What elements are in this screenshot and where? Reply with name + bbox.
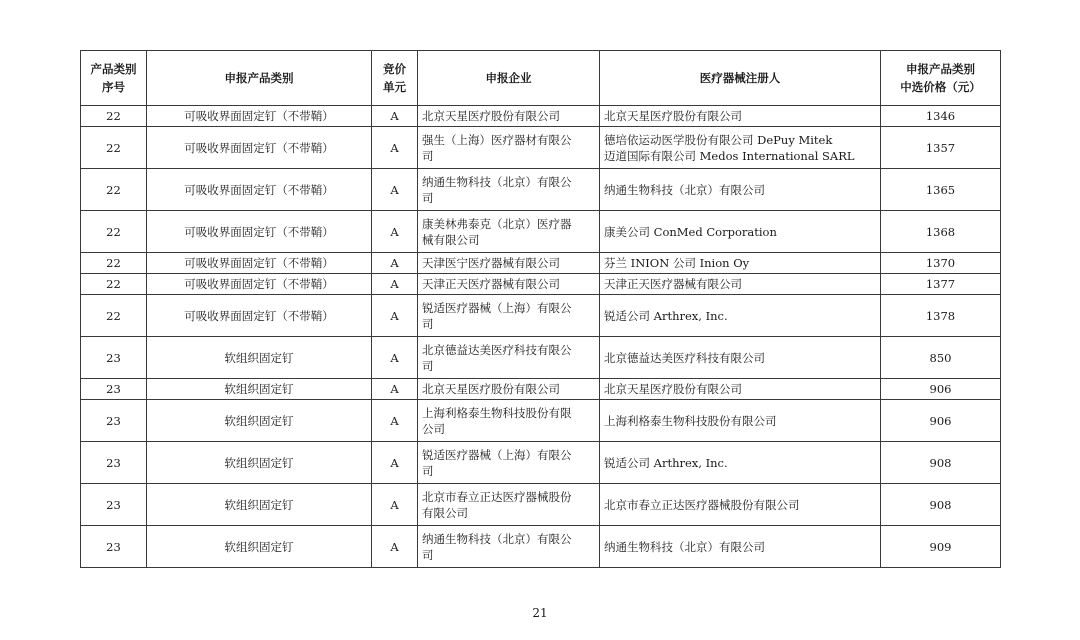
header-enterprise: 申报企业 [418, 51, 600, 106]
row-bid-unit: A [372, 442, 418, 484]
row-registrant: 德培依运动医学股份有限公司 DePuy Mitek 迈道国际有限公司 Medos International SARL [600, 127, 881, 169]
row-category-no: 23 [81, 442, 147, 484]
row-bid-unit: A [372, 106, 418, 127]
row-price: 1370 [881, 253, 1001, 274]
row-price: 1357 [881, 127, 1001, 169]
row-category: 可吸收界面固定钉（不带鞘） [147, 274, 372, 295]
row-category-no: 22 [81, 127, 147, 169]
row-enterprise: 纳通生物科技（北京）有限公 司 [418, 169, 600, 211]
row-category-no: 22 [81, 169, 147, 211]
row-registrant: 天津正天医疗器械有限公司 [600, 274, 881, 295]
row-price: 1365 [881, 169, 1001, 211]
row-price: 906 [881, 379, 1001, 400]
row-registrant: 芬兰 INION 公司 Inion Oy [600, 253, 881, 274]
row-bid-unit: A [372, 379, 418, 400]
row-enterprise: 天津正天医疗器械有限公司 [418, 274, 600, 295]
row-bid-unit: A [372, 337, 418, 379]
row-category: 可吸收界面固定钉（不带鞘） [147, 106, 372, 127]
row-category-no: 22 [81, 106, 147, 127]
row-category: 软组织固定钉 [147, 337, 372, 379]
row-enterprise: 锐适医疗器械（上海）有限公 司 [418, 442, 600, 484]
row-price: 908 [881, 484, 1001, 526]
row-price: 1346 [881, 106, 1001, 127]
table-row [81, 379, 1001, 400]
row-bid-unit: A [372, 400, 418, 442]
row-registrant: 纳通生物科技（北京）有限公司 [600, 169, 881, 211]
row-category: 可吸收界面固定钉（不带鞘） [147, 295, 372, 337]
header-category-no: 产品类别 序号 [81, 51, 147, 106]
row-enterprise: 北京天星医疗股份有限公司 [418, 106, 600, 127]
row-bid-unit: A [372, 274, 418, 295]
row-enterprise: 康美林弗泰克（北京）医疗器 械有限公司 [418, 211, 600, 253]
table-row [81, 442, 1001, 484]
table-row [81, 253, 1001, 274]
row-registrant: 北京市春立正达医疗器械股份有限公司 [600, 484, 881, 526]
table-row [81, 274, 1001, 295]
header-bid-unit: 竞价 单元 [372, 51, 418, 106]
row-registrant: 纳通生物科技（北京）有限公司 [600, 526, 881, 568]
row-enterprise: 强生（上海）医疗器材有限公 司 [418, 127, 600, 169]
row-category: 软组织固定钉 [147, 484, 372, 526]
row-price: 1368 [881, 211, 1001, 253]
row-enterprise: 纳通生物科技（北京）有限公 司 [418, 526, 600, 568]
row-price: 908 [881, 442, 1001, 484]
row-enterprise: 北京天星医疗股份有限公司 [418, 379, 600, 400]
row-price: 1378 [881, 295, 1001, 337]
row-category-no: 23 [81, 337, 147, 379]
table-body [81, 106, 1001, 568]
row-category-no: 23 [81, 400, 147, 442]
row-registrant: 上海利格泰生物科技股份有限公司 [600, 400, 881, 442]
table-row [81, 400, 1001, 442]
table-row [81, 484, 1001, 526]
row-bid-unit: A [372, 253, 418, 274]
row-category-no: 22 [81, 274, 147, 295]
page-number: 21 [532, 606, 548, 620]
row-category: 软组织固定钉 [147, 400, 372, 442]
table-row [81, 295, 1001, 337]
row-bid-unit: A [372, 169, 418, 211]
row-price: 906 [881, 400, 1001, 442]
row-category-no: 22 [81, 253, 147, 274]
row-bid-unit: A [372, 484, 418, 526]
row-enterprise: 天津医宁医疗器械有限公司 [418, 253, 600, 274]
row-enterprise: 北京德益达美医疗科技有限公 司 [418, 337, 600, 379]
header-price: 申报产品类别 中选价格（元） [881, 51, 1001, 106]
row-enterprise: 上海利格泰生物科技股份有限 公司 [418, 400, 600, 442]
table-header-row [81, 51, 1001, 106]
row-bid-unit: A [372, 127, 418, 169]
row-bid-unit: A [372, 526, 418, 568]
table-row [81, 169, 1001, 211]
row-registrant: 北京天星医疗股份有限公司 [600, 106, 881, 127]
header-category: 申报产品类别 [147, 51, 372, 106]
row-enterprise: 锐适医疗器械（上海）有限公 司 [418, 295, 600, 337]
row-category-no: 23 [81, 484, 147, 526]
row-enterprise: 北京市春立正达医疗器械股份 有限公司 [418, 484, 600, 526]
table-row [81, 211, 1001, 253]
row-price: 850 [881, 337, 1001, 379]
table-row [81, 526, 1001, 568]
row-category-no: 23 [81, 526, 147, 568]
row-category-no: 22 [81, 295, 147, 337]
row-category: 软组织固定钉 [147, 526, 372, 568]
row-category-no: 23 [81, 379, 147, 400]
row-category: 可吸收界面固定钉（不带鞘） [147, 253, 372, 274]
row-registrant: 北京天星医疗股份有限公司 [600, 379, 881, 400]
row-category: 软组织固定钉 [147, 442, 372, 484]
row-price: 909 [881, 526, 1001, 568]
row-registrant: 锐适公司 Arthrex, Inc. [600, 295, 881, 337]
row-bid-unit: A [372, 211, 418, 253]
table-row [81, 337, 1001, 379]
header-registrant: 医疗器械注册人 [600, 51, 881, 106]
row-category: 可吸收界面固定钉（不带鞘） [147, 169, 372, 211]
row-category: 软组织固定钉 [147, 379, 372, 400]
row-price: 1377 [881, 274, 1001, 295]
row-category: 可吸收界面固定钉（不带鞘） [147, 211, 372, 253]
row-registrant: 锐适公司 Arthrex, Inc. [600, 442, 881, 484]
row-bid-unit: A [372, 295, 418, 337]
row-category: 可吸收界面固定钉（不带鞘） [147, 127, 372, 169]
table-row [81, 106, 1001, 127]
row-registrant: 康美公司 ConMed Corporation [600, 211, 881, 253]
row-registrant: 北京德益达美医疗科技有限公司 [600, 337, 881, 379]
row-category-no: 22 [81, 211, 147, 253]
table-row [81, 127, 1001, 169]
selection-results-table [80, 50, 1001, 568]
